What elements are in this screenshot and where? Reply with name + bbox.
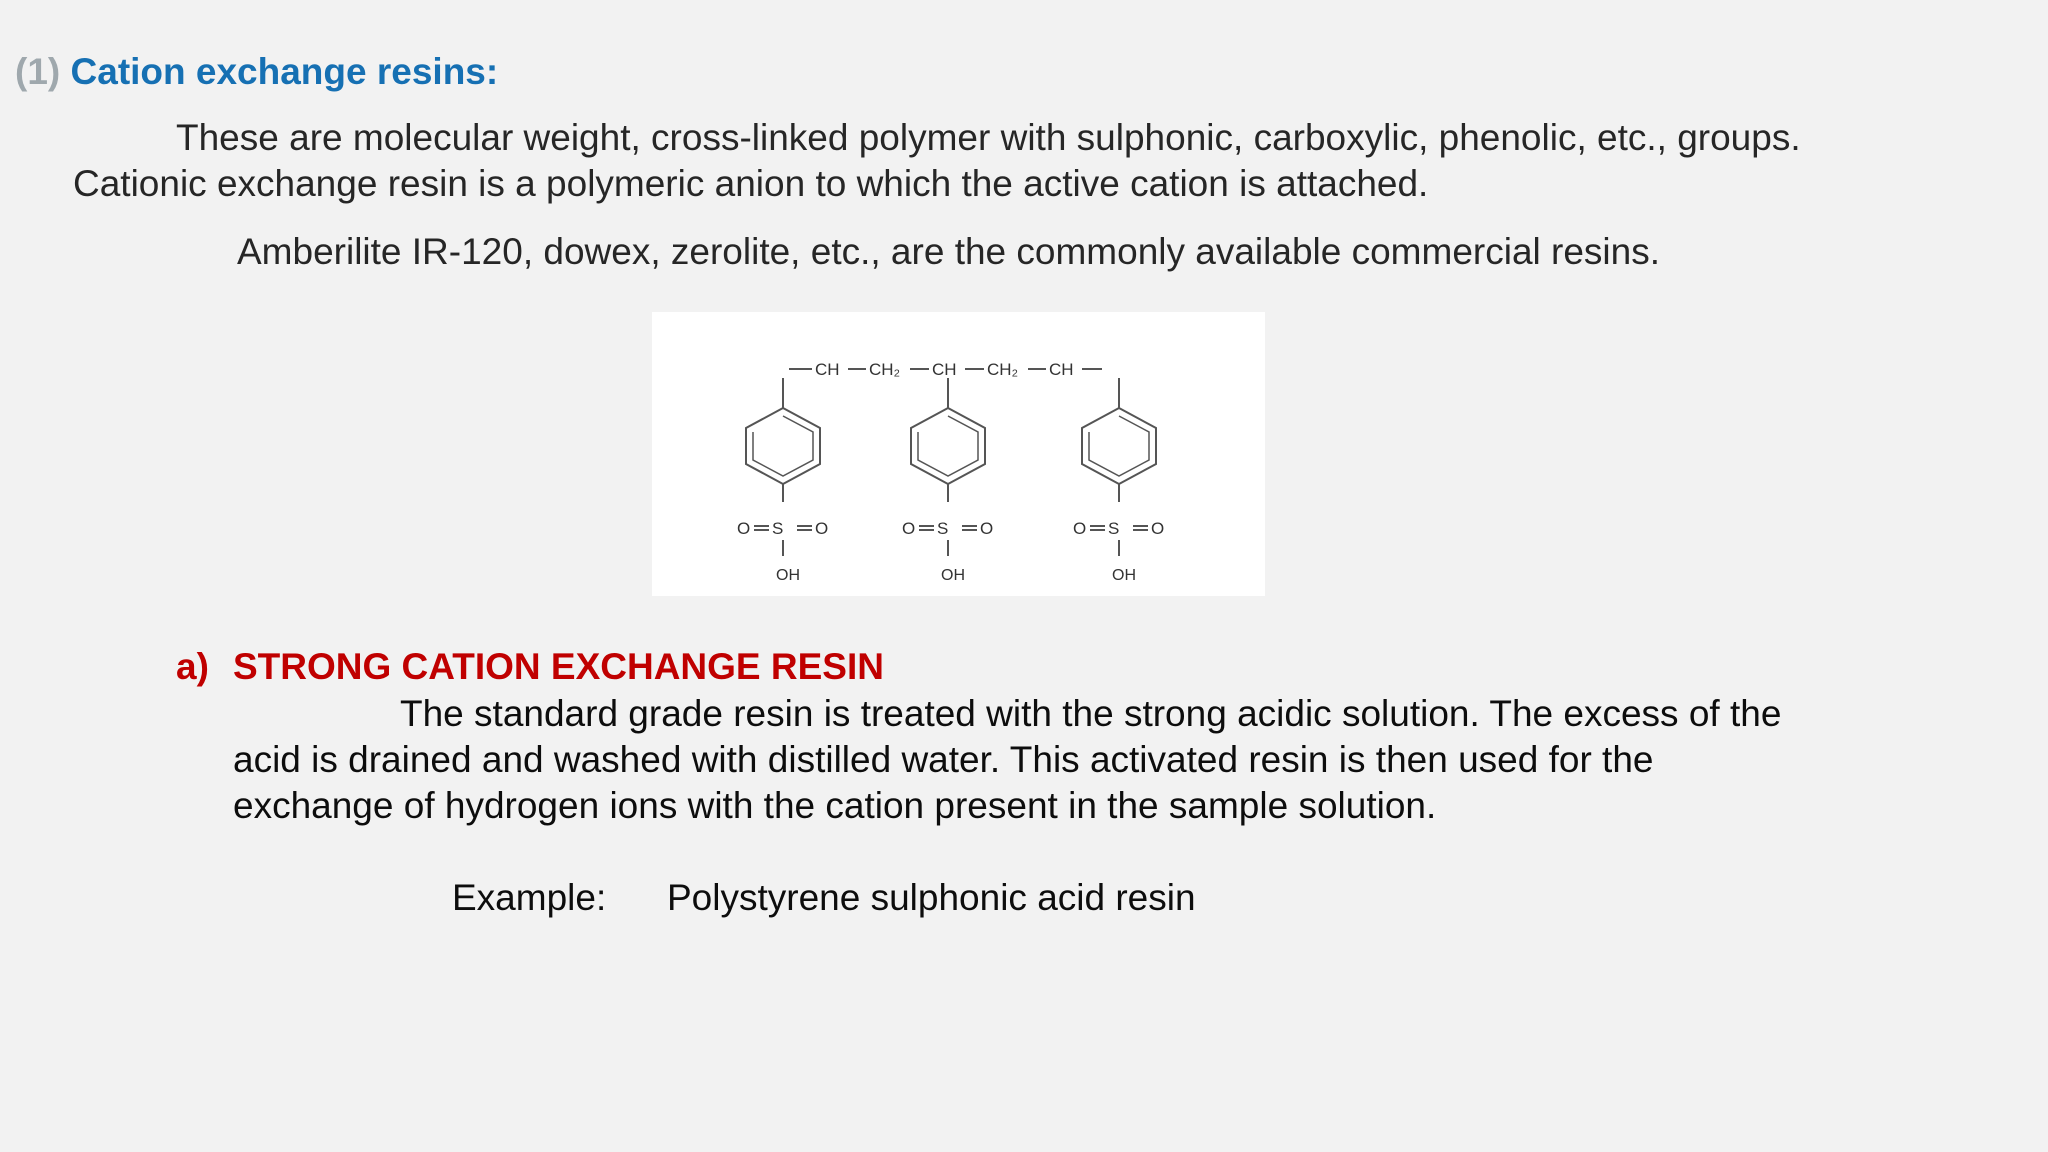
intro-line-2: Cationic exchange resin is a polymeric anion to which the active cation is attached.	[73, 163, 1429, 204]
section-heading	[15, 50, 498, 94]
subsection-title: STRONG CATION EXCHANGE RESIN	[233, 646, 884, 687]
ring-1-oxygen-right: O	[815, 519, 829, 538]
backbone-ch-3: CH	[1049, 360, 1074, 379]
example-label: Example:	[452, 877, 607, 918]
section-number: (1)	[15, 51, 61, 92]
section-title: Cation exchange resins:	[70, 51, 499, 92]
subsection-line-3: exchange of hydrogen ions with the cation present in the sample solution.	[233, 785, 1437, 826]
ring-3-sulfur: S	[1108, 519, 1120, 538]
ring-1-oxygen-left: O	[737, 519, 751, 538]
subsection-marker: a)	[176, 646, 209, 687]
ring-2-sulfur: S	[937, 519, 949, 538]
ring-3-hydroxyl: OH	[1112, 567, 1136, 584]
resin-structure-figure	[652, 312, 1265, 596]
intro-line-1: These are molecular weight, cross-linked polymer with sulphonic, carboxylic, phenolic, etc., groups.	[176, 117, 1801, 158]
polystyrene-sulfonic-acid-structure	[652, 312, 1265, 596]
ring-2-oxygen-right: O	[980, 519, 994, 538]
subsection-line-1: The standard grade resin is treated with the strong acidic solution. The excess of the	[400, 693, 1782, 734]
backbone-ch2-1: CH₂	[869, 360, 901, 379]
subsection-line-2: acid is drained and washed with distilled water. This activated resin is then used for the	[233, 739, 1654, 780]
ring-3-oxygen-right: O	[1151, 519, 1165, 538]
ring-1-hydroxyl: OH	[776, 567, 800, 584]
ring-1-sulfur: S	[772, 519, 784, 538]
example-value: Polystyrene sulphonic acid resin	[667, 877, 1196, 918]
backbone-ch-2: CH	[932, 360, 957, 379]
backbone-ch-1: CH	[815, 360, 840, 379]
backbone-ch2-2: CH₂	[987, 360, 1019, 379]
ring-2-oxygen-left: O	[902, 519, 916, 538]
ring-3-oxygen-left: O	[1073, 519, 1087, 538]
commercial-resins-text: Amberilite IR-120, dowex, zerolite, etc., are the commonly available commercial resins.	[237, 231, 1661, 272]
ring-2-hydroxyl: OH	[941, 567, 965, 584]
